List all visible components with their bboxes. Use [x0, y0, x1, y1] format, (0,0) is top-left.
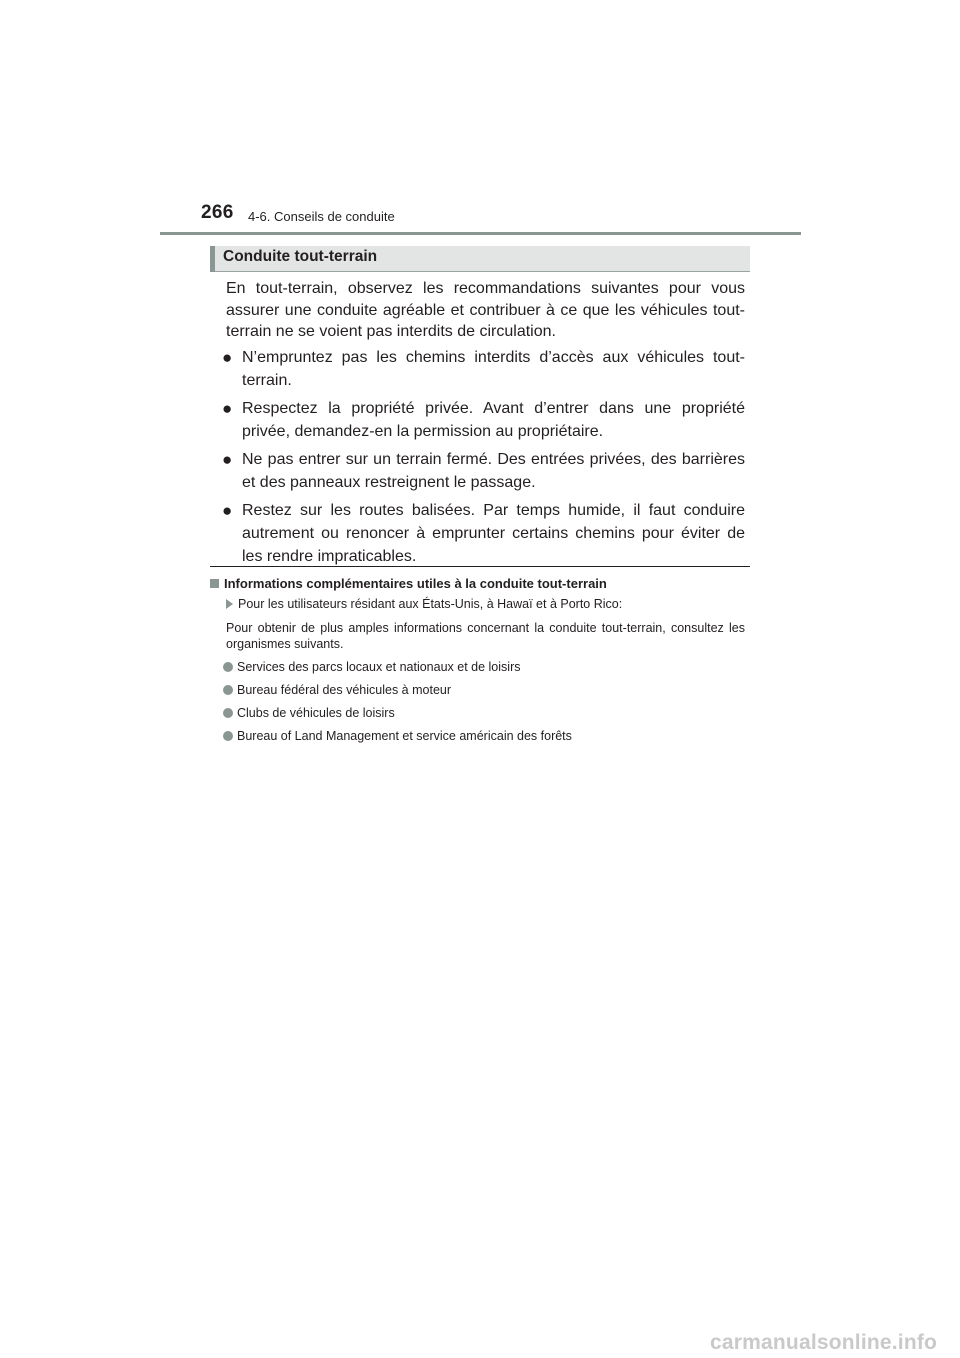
bullet-icon: ● — [222, 399, 233, 418]
list-item-text: Ne pas entrer sur un terrain fermé. Des entrées privées, des barrières et des panneaux restreignent le passage. — [242, 451, 745, 491]
square-bullet-icon — [210, 579, 219, 588]
list-item — [223, 659, 748, 682]
bullet-icon: ● — [222, 501, 233, 520]
info-paragraph: Pour obtenir de plus amples informations concernant la conduite tout-terrain, consultez les organismes suivants. — [226, 621, 745, 651]
header-rule — [160, 232, 801, 235]
bullet-icon: ● — [222, 450, 233, 469]
title-accent-bar — [210, 246, 215, 272]
intro-paragraph: En tout-terrain, observez les recommandations suivantes pour vous assurer une conduite agréable et contribuer à ce que les véhicules tout-terrain ne se voient pas interdits de circulation. — [226, 280, 745, 340]
recommendation-list — [222, 346, 745, 573]
list-item — [222, 448, 745, 494]
triangle-right-icon — [226, 599, 233, 609]
list-item-text: Clubs de véhicules de loisirs — [237, 706, 395, 720]
section-divider — [210, 566, 750, 567]
dot-bullet-icon — [223, 708, 233, 718]
section-title-bar — [210, 246, 750, 272]
page-number: 266 — [201, 202, 234, 223]
list-item — [222, 499, 745, 568]
list-item-text: Services des parcs locaux et nationaux et de loisirs — [237, 660, 521, 674]
list-item — [223, 728, 748, 751]
list-item-text: Respectez la propriété privée. Avant d’entrer dans une propriété privée, demandez-en la permission au propriétaire. — [242, 400, 745, 440]
watermark: carmanualsonline.info — [710, 1331, 938, 1354]
region-note — [226, 597, 622, 611]
list-item — [223, 682, 748, 705]
info-heading — [210, 576, 750, 591]
list-item-text: Restez sur les routes balisées. Par temps humide, il faut conduire autrement ou renoncer à emprunter certains chemins pour éviter de les rendre impraticables. — [242, 502, 745, 565]
list-item — [223, 705, 748, 728]
list-item-text: N’empruntez pas les chemins interdits d’accès aux véhicules tout-terrain. — [242, 349, 745, 389]
dot-bullet-icon — [223, 685, 233, 695]
organization-list — [223, 659, 748, 751]
list-item — [222, 346, 745, 392]
dot-bullet-icon — [223, 731, 233, 741]
region-note-text: Pour les utilisateurs résidant aux États-Unis, à Hawaï et à Porto Rico: — [238, 597, 623, 611]
section-title: Conduite tout-terrain — [223, 248, 378, 265]
dot-bullet-icon — [223, 662, 233, 672]
list-item — [222, 397, 745, 443]
bullet-icon: ● — [222, 348, 233, 367]
list-item-text: Bureau of Land Management et service américain des forêts — [237, 729, 572, 743]
running-header: 4-6. Conseils de conduite — [248, 209, 395, 224]
info-heading-text: Informations complémentaires utiles à la conduite tout-terrain — [224, 576, 607, 591]
list-item-text: Bureau fédéral des véhicules à moteur — [237, 683, 452, 697]
